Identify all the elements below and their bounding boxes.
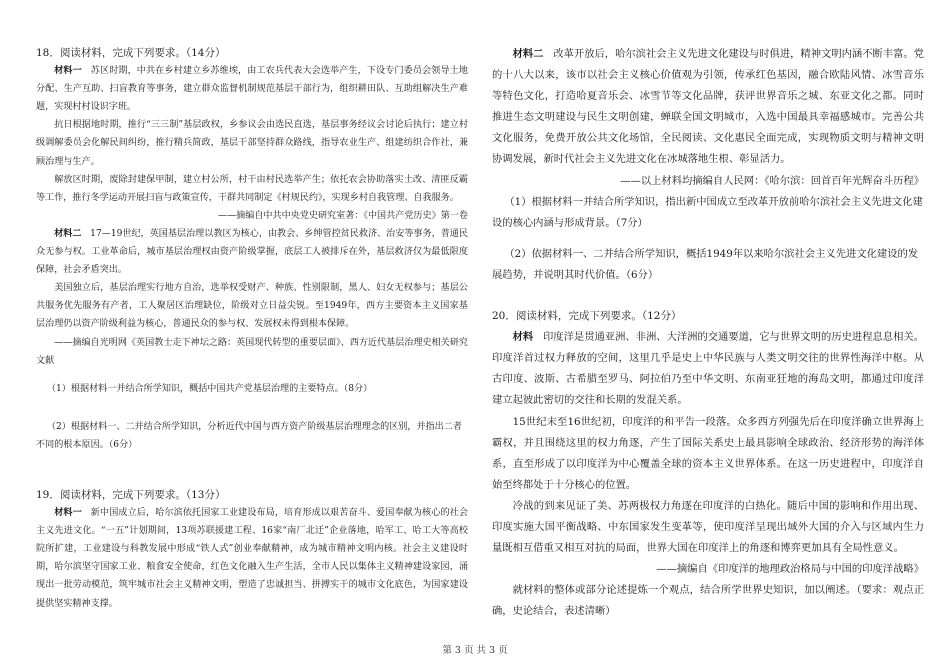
q20-m-p2: 15世纪末至16世纪初，印度洋的和平告一段落。众多西方列强先后在印度洋确立世界海上霸权，并且围绕这里的权力角逐，产生了国际关系史上最具影响全球政治、经济形势的海洋体系，直至形成了以印度洋为中心覆盖全球的资本主义世界体系。在这一历史进程中，印度洋自始至终都处于十分核心的位置。 [492,415,924,491]
q20-m-p1: 材料 印度洋是贯通亚洲、非洲、大洋洲的交通要道，它与世界文明的历史进程息息相关。印度洋首过权力释放的空间，这里几乎是史上中华民族与人类文明交往的世界性海洋中枢。从古印度、波斯、古希腊至罗马、阿拉伯乃至中华文明、东南亚狂地的海岛文明，都通过印度洋建立起彼此密切的交往和长期的发混关系。 [492,331,924,407]
q19-sub-question-1: （1）根据材料一并结合所学知识，指出新中国成立至改革开放前哈尔滨社会主义先进文化建设的核心内涵与形成背景。（7分） [492,195,923,229]
q18-heading: 18．阅读材料，完成下列要求。（14分） [36,47,226,59]
q18-m2-label: 材料二 [54,227,82,239]
q19-m2-p1: 材料二 改革开放后，哈尔滨社会主义先进文化建设与时俱进，精神文明内涵不断丰富。党的十八大以来，该市以社会主义核心价值观为引领，传承红色基因，融合欧陆风情、冰雪音乐等特色文化，打造哈夏音乐会、冰雪节等文化品牌，获评世界音乐之城、东亚文化之都。同时推进生态文明建设与民生文明创建，蝉联全国文明城市，入选中国最具幸福感城市。完善公共文化服务，免费开放公共文化场馆，全民阅读、文化惠民全面完成，实现物质文明与精神文明协调发展，新时代社会主义先进文化在冰城落地生根、彰显活力。 [492,48,924,166]
q18-m1-p3: 解放区时期，废除封建保甲制，建立村公所，村干由村民选举产生；依托农会协助落实土改、清匪反霸等工作，推行冬学运动开展扫盲与政策宣传，干群共同制定《村规民约》，实现乡村自我管理、自我服务。 [36,174,468,203]
q18-m2-source: ——摘编自光明网《英国教士走下神坛之路：英国现代转型的重要层面》、西方近代基层治理史相关研究文献 [36,337,468,366]
q20-source: ——摘编自《印度洋的地理政治格局与中国的印度洋战略》 [656,563,924,576]
q19-sub-question-2: （2）依据材料一、二并结合所学知识，概括1949年以来哈尔滨社会主义先进文化建设的发展趋势，并说明其时代价值。（6分） [492,247,919,281]
q18-m1-label: 材料一 [54,65,82,77]
q19-heading: 19．阅读材料，完成下列要求。（13分） [36,488,226,501]
q20-heading: 20．阅读材料，完成下列要求。（12分） [492,310,682,323]
page-footer: 第 3 页 共 3 页 [442,645,508,656]
q18-m1-p1: 材料一 苏区时期，中共在乡村建立乡苏维埃，由工农兵代表大会选举产生，下设专门委员会领导土地分配、生产互助、扫盲教育等事务，建立群众监督机制规范基层干部行为，组织耕田队、互助组解决生产难题，实现村村设识字班。 [36,65,468,113]
q18-sub-question-1: （1）根据材料一并结合所学知识，概括中国共产党基层治理的主要特点。（8分） [46,383,373,394]
q19-m2-source: ——以上材料均摘编自人民网：《哈尔滨：回首百年光辉奋斗历程》 [620,174,924,187]
q19-m1-label: 材料一 [54,507,82,519]
left-column [36,44,468,613]
q18-sub-question-2: （2）根据材料一、二并结合所学知识，分析近代中国与西方资产阶级基层治理理念的区别，并指出二者不同的根本原因。（6分） [36,421,462,450]
q20-m-label: 材料 [512,331,534,344]
q18-m1-source: ——摘编自中共中央党史研究室著：《中国共产党历史》第一卷 [217,210,468,221]
q18-m2-p1: 材料二 17—19世纪，英国基层治理以教区为核心，由教会、乡绅管控贫民救济、治安等事务，普通民众无参与权。工业革命后，城市基层治理权由资产阶级掌握，底层工人被排斥在外，基层救济仅为最低限度保障，社会矛盾突出。 [36,227,468,276]
q18-m1-p2: 抗日根据地时期，推行“三三制”基层政权，乡参议会由选民直选，基层事务经议会讨论后执行；建立村级调解委员会化解民间纠纷，推行精兵简政，基层干部坚持群众路线，指导农业生产、组建纺织合作社，兼顾治理与生产。 [36,120,468,167]
q19-m2-label: 材料二 [512,48,544,60]
q20-m-p3: 冷战的到来见证了美、苏两极权力角逐在印度洋的白热化。随后中国的影响和作用出现、印度实施大国平衡战略、中东国家发生变革等，使印度洋呈现出域外大国的介入与区域内生力量既相互借重又相互对抗的局面，世界大国在印度洋上的角逐和博弈更加具有全局性意义。 [492,499,924,555]
right-column [492,44,924,622]
q19-m1-p1: 材料一 新中国成立后，哈尔滨依托国家工业建设布局，培育形成以艰苦奋斗、爱国奉献为核心的社会主义先进文化。“一五”计划期间，13项苏联援建工程、16家“南厂北迁”企业落地，哈军工、哈工大等高校院所扩建，工业建设与科教发展中形成“铁人式”创业奉献精神，成为城市精神文明内核。社会主义建设时期，哈尔滨坚守国家工业、粮食安全使命，红色文化融入生产生活，全市人民以集体主义精神建设家园，涌现出一批劳动模范，筑牢城市社会主义精神文明，塑造了忠诚担当、拼搏实干的城市文化底色，为国家建设提供坚实精神支撑。 [36,507,468,609]
q18-m2-p2: 美国独立后，基层治理实行地方自治，选举权受财产、种族、性别限制，黑人、妇女无权参与；基层公共服务优先服务有产者，工人聚居区治理缺位，阶级对立日益尖锐。至1949年，西方主要资本主义国家基层治理仍以资产阶级利益为核心，普通民众的参与权、发展权未得到根本保障。 [36,283,468,330]
q20-task: 就材料的整体或部分论述提炼一个观点，结合所学世界史知识，加以阐述。（要求：观点正确，史论结合，表述清晰） [492,584,924,618]
